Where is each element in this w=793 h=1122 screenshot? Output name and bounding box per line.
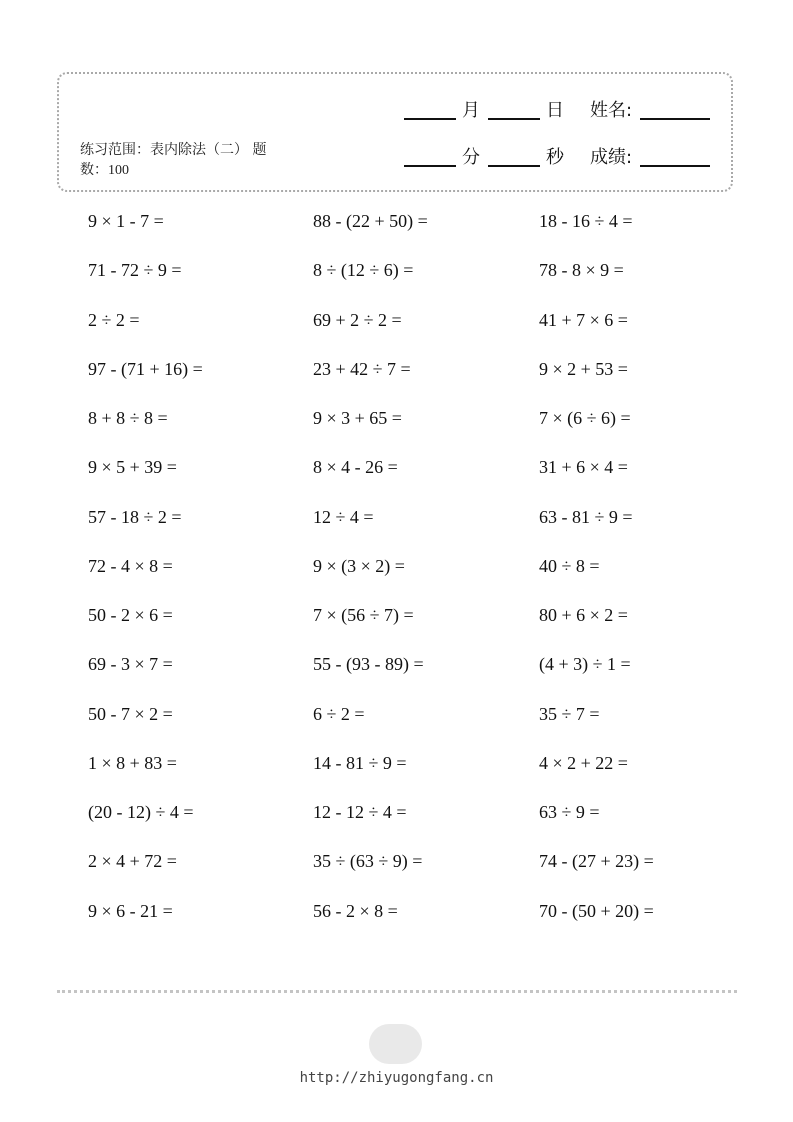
question-count-label: 数： (80, 162, 108, 178)
problem-item: 56 - 2 × 8 = (313, 901, 398, 921)
problem-item: 9 × (3 × 2) = (313, 556, 405, 576)
problem-item: 69 + 2 ÷ 2 = (313, 310, 402, 330)
problem-item: 7 × (56 ÷ 7) = (313, 605, 414, 625)
date-name-row (404, 100, 714, 126)
problem-item: 57 - 18 ÷ 2 = (88, 507, 182, 527)
problem-item: 97 - (71 + 16) = (88, 359, 203, 379)
question-count (80, 160, 310, 181)
problem-item: 9 × 6 - 21 = (88, 901, 173, 921)
problem-item: 55 - (93 - 89) = (313, 654, 424, 674)
minute-blank[interactable] (404, 165, 456, 167)
page-number-badge (369, 1024, 422, 1064)
second-blank[interactable] (488, 165, 540, 167)
problem-item: 80 + 6 × 2 = (539, 605, 628, 625)
problem-item: 50 - 2 × 6 = (88, 605, 173, 625)
problem-item: 2 ÷ 2 = (88, 310, 140, 330)
problem-item: 8 + 8 ÷ 8 = (88, 408, 168, 428)
problem-item: 23 + 42 ÷ 7 = (313, 359, 411, 379)
problem-item: 70 - (50 + 20) = (539, 901, 654, 921)
problem-item: 7 × (6 ÷ 6) = (539, 408, 631, 428)
month-blank[interactable] (404, 118, 456, 120)
problem-item: 31 + 6 × 4 = (539, 457, 628, 477)
second-label: 秒 (546, 147, 564, 168)
problem-item: 8 ÷ (12 ÷ 6) = (313, 260, 414, 280)
problem-item: 9 × 5 + 39 = (88, 457, 177, 477)
problem-item: 4 × 2 + 22 = (539, 753, 628, 773)
practice-scope (80, 140, 310, 181)
problem-item: 78 - 8 × 9 = (539, 260, 624, 280)
footer-divider (57, 990, 737, 993)
practice-scope-text: 练习范围：表内除法（二） 题 (80, 142, 267, 158)
problem-item: 71 - 72 ÷ 9 = (88, 260, 182, 280)
day-blank[interactable] (488, 118, 540, 120)
problem-item: 88 - (22 + 50) = (313, 211, 428, 231)
problem-item: 9 × 1 - 7 = (88, 211, 164, 231)
score-label: 成绩: (590, 147, 633, 168)
problem-item: 69 - 3 × 7 = (88, 654, 173, 674)
problem-item: 50 - 7 × 2 = (88, 704, 173, 724)
problem-item: 6 ÷ 2 = (313, 704, 365, 724)
name-label: 姓名: (590, 100, 633, 121)
question-count-value: 100 (108, 163, 129, 178)
name-blank[interactable] (640, 118, 710, 120)
problem-item: 72 - 4 × 8 = (88, 556, 173, 576)
problem-item: 74 - (27 + 23) = (539, 851, 654, 871)
problem-item: 9 × 2 + 53 = (539, 359, 628, 379)
problem-item: 63 ÷ 9 = (539, 802, 600, 822)
problem-item: (20 - 12) ÷ 4 = (88, 802, 194, 822)
problem-item: 18 - 16 ÷ 4 = (539, 211, 633, 231)
problem-item: 12 - 12 ÷ 4 = (313, 802, 407, 822)
problem-item: 9 × 3 + 65 = (313, 408, 402, 428)
month-label: 月 (462, 100, 480, 121)
problem-item: (4 + 3) ÷ 1 = (539, 654, 631, 674)
footer-url: http://zhiyugongfang.cn (299, 1070, 494, 1086)
problem-item: 8 × 4 - 26 = (313, 457, 398, 477)
minute-label: 分 (462, 147, 480, 168)
score-blank[interactable] (640, 165, 710, 167)
problem-item: 63 - 81 ÷ 9 = (539, 507, 633, 527)
problem-item: 35 ÷ (63 ÷ 9) = (313, 851, 423, 871)
problem-item: 14 - 81 ÷ 9 = (313, 753, 407, 773)
problem-item: 1 × 8 + 83 = (88, 753, 177, 773)
problem-item: 40 ÷ 8 = (539, 556, 600, 576)
day-label: 日 (546, 100, 564, 121)
problem-item: 41 + 7 × 6 = (539, 310, 628, 330)
problem-item: 12 ÷ 4 = (313, 507, 374, 527)
time-score-row (404, 147, 714, 173)
problem-item: 35 ÷ 7 = (539, 704, 600, 724)
problem-item: 2 × 4 + 72 = (88, 851, 177, 871)
